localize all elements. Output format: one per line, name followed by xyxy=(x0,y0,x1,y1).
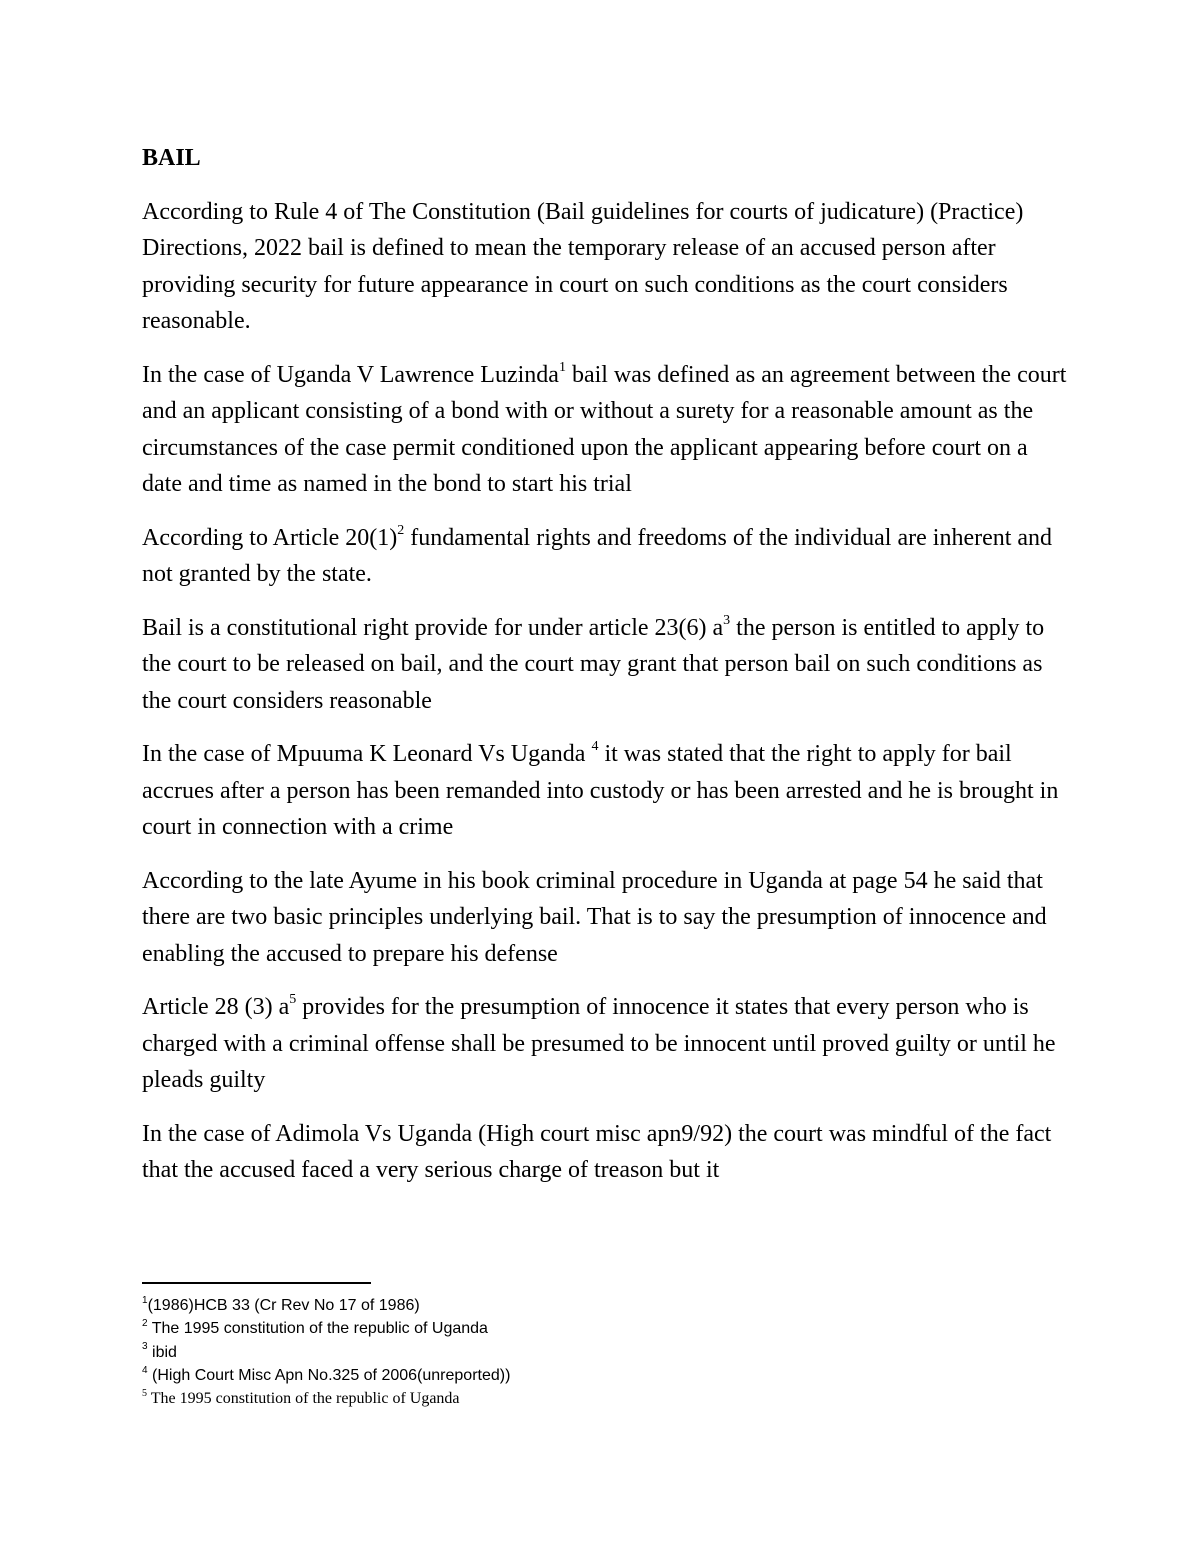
document-title: BAIL xyxy=(142,145,201,171)
paragraph-text: it was stated that the right to apply for bail accrues after a person has been remanded into custody or has been arrested and he is brought in court in connection with a crime xyxy=(142,741,1059,840)
footnote-mark: 3 xyxy=(142,1341,148,1353)
paragraph-text: the person is entitled to apply to the court to be released on bail, and the court may grant that person bail on such conditions as the court considers reasonable xyxy=(142,614,1045,714)
paragraph-list xyxy=(142,194,1072,1189)
body-paragraph xyxy=(142,520,1072,593)
paragraph-text: fundamental rights and freedoms of the individual are inherent and not granted by the state. xyxy=(142,524,1053,587)
footnote-reference: 4 xyxy=(591,739,599,754)
footnote-text: ibid xyxy=(147,1343,177,1361)
paragraph-text: bail was defined as an agreement between the court and an applicant consisting of a bond with or without a surety for a reasonable amount as the circumstances of the case permit conditioned upon the applicant appearing before court on a date and time as named in the bond to start his trial xyxy=(142,361,1067,497)
paragraph-text: Bail is a constitutional right provide for under article 23(6) a xyxy=(142,614,724,641)
footnote-list xyxy=(142,1294,1042,1410)
body-paragraph xyxy=(142,610,1072,720)
footnote-reference: 5 xyxy=(289,992,297,1007)
paragraph-text: Article 28 (3) a xyxy=(142,994,290,1020)
paragraph-text: In the case of Uganda V Lawrence Luzinda xyxy=(142,361,559,388)
footnote-text: The 1995 constitution of the republic of Uganda xyxy=(147,1320,488,1338)
footnote-text: (1986)HCB 33 (Cr Rev No 17 of 1986) xyxy=(147,1297,420,1314)
footnote-text: (High Court Misc Apn No.325 of 2006(unreported)) xyxy=(147,1366,511,1384)
paragraph-text: According to the late Ayume in his book criminal procedure in Uganda at page 54 he said that there are two basic principles underlying bail. That is to say the presumption of innocence and enabling the accused to prepare his defense xyxy=(142,867,1047,967)
footnote-separator xyxy=(142,1282,371,1284)
body-paragraph xyxy=(142,736,1072,846)
paragraph-text: According to Article 20(1) xyxy=(142,524,398,551)
footnote-mark: 5 xyxy=(142,1387,147,1399)
footnote-reference: 1 xyxy=(558,359,566,375)
footnote xyxy=(142,1341,1042,1364)
footnote xyxy=(142,1387,1042,1410)
footnote-text: The 1995 constitution of the republic of Uganda xyxy=(147,1390,460,1408)
body-paragraph xyxy=(142,357,1072,503)
paragraph-text: provides for the presumption of innocence it states that every person who is charged with a criminal offense shall be presumed to be innocent until proved guilty or until he pleads guilty xyxy=(142,994,1056,1093)
footnote xyxy=(142,1364,1042,1387)
footnote xyxy=(142,1317,1042,1340)
footnote-mark: 4 xyxy=(142,1364,148,1376)
body-paragraph xyxy=(142,1116,1072,1189)
body-paragraph xyxy=(142,863,1072,973)
body-paragraph xyxy=(142,989,1072,1099)
footnote-mark: 1 xyxy=(142,1294,148,1306)
footnote-reference: 3 xyxy=(723,612,731,628)
footnote-mark: 2 xyxy=(142,1317,148,1329)
paragraph-text: According to Rule 4 of The Constitution (Bail guidelines for courts of judicature) (Practice) Directions, 2022 bail is defined to mean the temporary release of an accused person after providing security for future appearance in court on such conditions as the court considers reasonable. xyxy=(142,198,1024,334)
paragraph-text: In the case of Mpuuma K Leonard Vs Uganda xyxy=(142,741,592,767)
paragraph-text: In the case of Adimola Vs Uganda (High court misc apn9/92) the court was mindful of the fact that the accused faced a very serious charge of treason but it xyxy=(142,1120,1052,1183)
footnote-reference: 2 xyxy=(397,522,405,538)
body-paragraph xyxy=(142,194,1072,340)
document-body xyxy=(142,140,1072,1206)
footnote xyxy=(142,1294,1042,1317)
